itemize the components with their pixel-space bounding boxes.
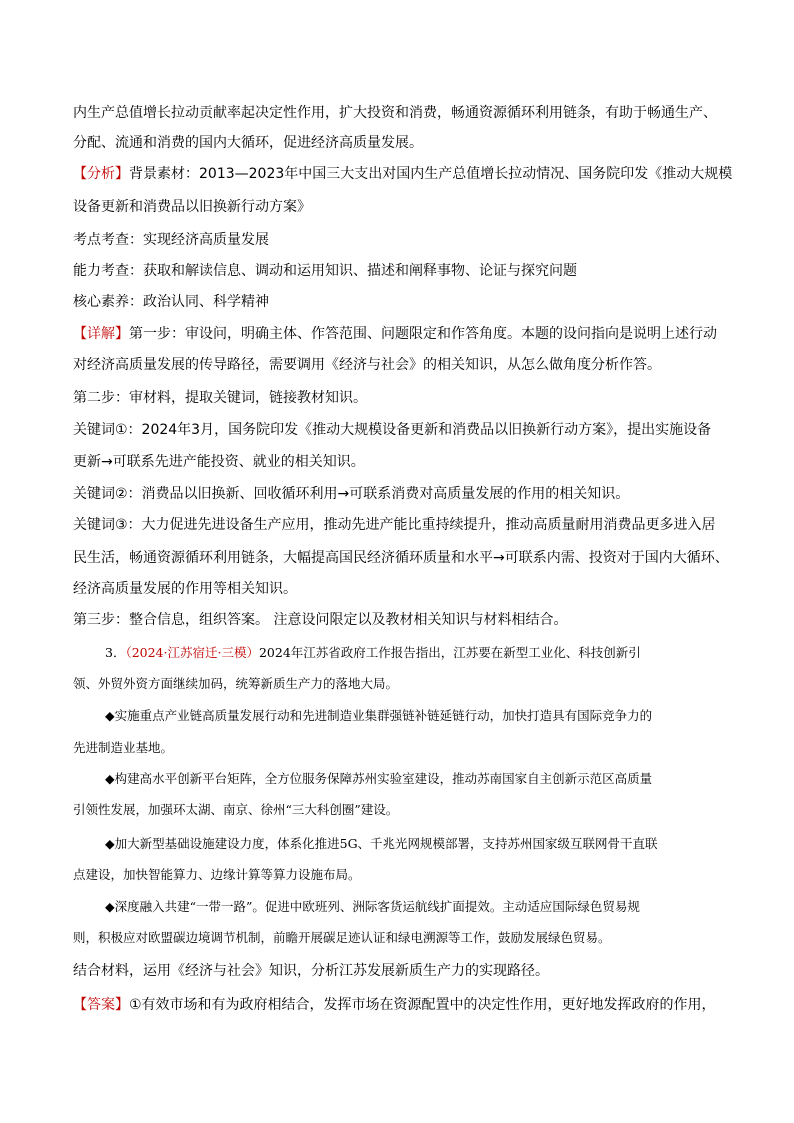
- keyword3-line-1: 关键词③：大力促进先进设备生产应用，推动先进产能比重持续提升，推动高质量耐用消费品更多进入居: [73, 517, 716, 533]
- question-prompt: 结合材料，运用《经济与社会》知识，分析江苏发展新质生产力的实现路径。: [73, 963, 549, 979]
- step2-line: 第二步：审材料，提取关键词，链接教材知识。: [73, 390, 367, 406]
- question3-line-1: [105, 644, 725, 662]
- detail-text: 第一步：审设问，明确主体、作答范围、问题限定和作答角度。本题的设问指向是说明上述行动: [129, 326, 717, 342]
- keyword3-line-2: 民生活，畅通资源循环利用链条，大幅提高国民经济循环质量和水平→可联系内需、投资对于国内大循环、: [73, 550, 729, 566]
- question-number: 3．: [105, 645, 126, 660]
- bullet-3-line-2: 点建设，加快智能算力、边缘计算等算力设施布局。: [73, 867, 361, 882]
- analysis-line-1: [73, 165, 733, 183]
- question-source: （2024·江苏宿迁·三模）: [125, 645, 259, 660]
- intro-line-1: 内生产总值增长拉动贡献率起决定性作用，扩大投资和消费，畅通资源循环利用链条，有助于畅通生产、: [73, 105, 717, 121]
- bullet-4-line-1: ◆深度融入共建“一带一路”。促进中欧班列、洲际客货运航线扩面提效。主动适应国际绿色贸易规: [105, 899, 640, 914]
- answer-line-1: [73, 996, 733, 1014]
- answer-tag: 【答案】: [73, 997, 129, 1013]
- analysis-tag: 【分析】: [73, 166, 129, 182]
- question3-line-2: 领、外贸外资方面继续加码，统筹新质生产力的落地大局。: [73, 676, 399, 691]
- keyword1-line-1: 关键词①：2024年3月，国务院印发《推动大规模设备更新和消费品以旧换新行动方案》，提出实施设备: [73, 422, 712, 438]
- answer-text: ①有效市场和有为政府相结合，发挥市场在资源配置中的决定性作用，更好地发挥政府的作用，: [129, 997, 716, 1013]
- keyword1-line-2: 更新→可联系先进产能投资、就业的相关知识。: [73, 454, 365, 470]
- keyword2-line: 关键词②：消费品以旧换新、回收循环利用→可联系消费对高质量发展的作用的相关知识。: [73, 486, 630, 502]
- detail-line-1: [73, 325, 733, 343]
- bullet-2-line-2: 引领性发展，加强环太湖、南京、徐州“三大科创圈”建设。: [73, 802, 399, 817]
- suyang-line: 核心素养：政治认同、科学精神: [73, 294, 269, 310]
- step3-line: 第三步：整合信息，组织答案。 注意设问限定以及教材相关知识与材料相结合。: [73, 612, 568, 628]
- nengli-line: 能力考查：获取和解读信息、调动和运用知识、描述和阐释事物、论证与探究问题: [73, 263, 577, 279]
- analysis-line-2: 设备更新和消费品以旧换新行动方案》: [73, 199, 311, 215]
- question-text: 2024年江苏省政府工作报告指出，江苏要在新型工业化、科技创新引: [258, 645, 641, 660]
- bullet-4-line-2: 则，积极应对欧盟碳边境调节机制，前瞻开展碳足迹认证和绿电溯源等工作，鼓励发展绿色贸易。: [73, 930, 611, 945]
- bullet-1-line-2: 先进制造业基地。: [73, 740, 174, 755]
- bullet-3-line-1: ◆加大新型基础设施建设力度，体系化推进5G、千兆光网规模部署，支持苏州国家级互联网骨干直联: [105, 836, 658, 851]
- keyword3-line-3: 经济高质量发展的作用等相关知识。: [73, 581, 297, 597]
- detail-tag: 【详解】: [73, 326, 129, 342]
- bullet-2-line-1: ◆构建高水平创新平台矩阵，全方位服务保障苏州实验室建设，推动苏南国家自主创新示范区高质量: [105, 771, 653, 786]
- intro-line-2: 分配、流通和消费的国内大循环，促进经济高质量发展。: [73, 135, 423, 151]
- kaodian-line: 考点考查：实现经济高质量发展: [73, 232, 269, 248]
- analysis-text: 背景素材：2013—2023年中国三大支出对国内生产总值增长拉动情况、国务院印发《推动大规模: [129, 166, 733, 182]
- detail-line-2: 对经济高质量发展的传导路径，需要调用《经济与社会》的相关知识，从怎么做角度分析作答。: [73, 357, 661, 373]
- bullet-1-line-1: ◆实施重点产业链高质量发展行动和先进制造业集群强链补链延链行动，加快打造具有国际竞争力的: [105, 708, 653, 723]
